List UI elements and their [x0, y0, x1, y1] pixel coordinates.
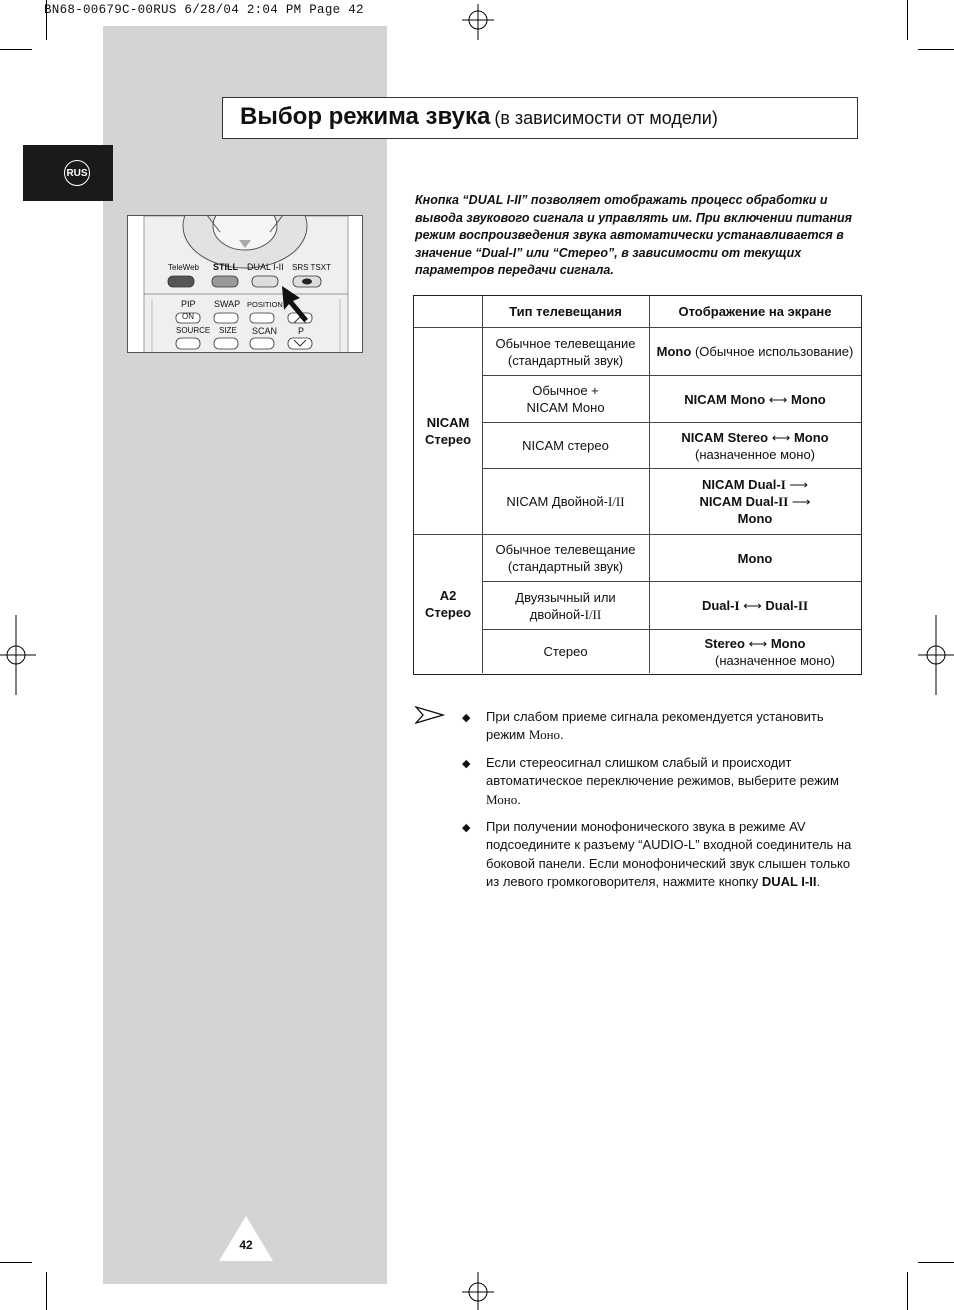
remote-label-source: SOURCE — [176, 326, 211, 335]
note-emphasis: Моно — [486, 791, 518, 807]
cell-line: Обычное телевещание — [495, 335, 636, 351]
crop-mark — [918, 49, 954, 50]
remote-label-teleweb: TeleWeb — [168, 263, 199, 272]
remote-label-p: P — [298, 326, 305, 336]
table-header-type: Тип телевещания — [509, 304, 622, 319]
display-value: NICAM Stereo — [681, 429, 769, 445]
title-box — [222, 97, 858, 139]
remote-label-size: SIZE — [219, 326, 237, 335]
table-cell-type — [482, 423, 649, 468]
display-value: Stereo — [704, 635, 745, 651]
group-label-line: NICAM — [426, 415, 470, 430]
crop-mark — [918, 1262, 954, 1263]
remote-label-swap: SWAP — [214, 299, 241, 309]
note-end: . — [816, 873, 821, 889]
double-arrow-icon: ⟷ — [743, 598, 762, 613]
note-item — [486, 754, 862, 809]
print-header: BN68-00679C-00RUS 6/28/04 2:04 PM Page 42 — [44, 3, 364, 17]
note-text: При слабом приеме сигнала рекомендуется установить режим — [486, 709, 824, 743]
cell-line: NICAM Моно — [526, 400, 605, 415]
display-note: (назначенное моно) — [714, 652, 835, 668]
note-end: . — [517, 791, 521, 807]
remote-label-still: STILL — [213, 262, 238, 272]
display-value: Mono — [793, 429, 829, 445]
group-label-nicam — [414, 328, 482, 534]
double-arrow-icon: ⟷ — [771, 429, 791, 445]
cell-line: (стандартный звук) — [507, 352, 624, 368]
remote-label-position: POSITION — [247, 300, 283, 309]
table-cell-display — [649, 630, 861, 673]
display-roman: II — [778, 494, 789, 509]
title-sub: (в зависимости от модели) — [494, 108, 718, 128]
note-arrow-icon — [415, 706, 445, 724]
display-value: NICAM Mono — [684, 391, 766, 407]
cell-line: Двуязычный или — [515, 589, 616, 605]
table-cell-display — [649, 423, 861, 468]
registration-mark — [458, 4, 498, 40]
cell-line: (стандартный звук) — [507, 559, 624, 574]
table-cell-display — [649, 582, 861, 629]
cell-line — [681, 429, 828, 446]
diamond-bullet-icon: ◆ — [462, 822, 471, 834]
display-value: Dual- — [701, 598, 735, 613]
cell-line: Обычное телевещание — [495, 542, 636, 557]
title-main: Выбор режима звука — [240, 103, 491, 130]
remote-label-srs: SRS TSXT — [292, 263, 331, 272]
display-value: Mono — [737, 511, 773, 526]
table-cell-display — [649, 469, 861, 534]
cell-line — [702, 476, 808, 493]
note-emphasis: Моно — [528, 727, 561, 743]
note-text: При получении монофонического звука в режиме AV подсоедините к разъему “AUDIO-L” входной соединитель на боковой панели. Если монофонический звук слышен только из левого громкоговорителя, нажмите кнопку — [486, 819, 852, 889]
display-roman: I — [734, 598, 740, 613]
table-cell-type — [482, 582, 649, 629]
display-note: (назначенное моно) — [694, 446, 815, 462]
page-title — [240, 103, 718, 131]
display-value: NICAM Dual- — [699, 494, 779, 509]
note-end: . — [560, 727, 564, 743]
sound-mode-table — [413, 295, 862, 675]
remote-control-illustration — [127, 215, 363, 353]
right-arrow-icon: ⟶ — [789, 477, 809, 492]
note-text: Если стереосигнал слишком слабый и происходит автоматическое переключение режимов, выберите режим — [486, 755, 839, 789]
display-roman: II — [797, 598, 809, 613]
cell-line — [704, 635, 805, 652]
note-item — [486, 818, 862, 891]
crop-mark — [907, 1272, 908, 1310]
registration-mark — [0, 615, 36, 695]
remote-label-on: ON — [182, 312, 194, 321]
display-value: Mono — [791, 391, 826, 407]
group-label-line: Стерео — [424, 432, 472, 447]
cell-line — [702, 597, 808, 614]
crop-mark — [907, 0, 908, 40]
group-label-line: A2 — [439, 588, 457, 603]
diamond-bullet-icon: ◆ — [462, 758, 471, 770]
table-cell-type — [482, 535, 649, 581]
table-cell-display — [649, 376, 861, 422]
cell-roman: I/II — [607, 494, 625, 509]
cell-line — [699, 493, 810, 510]
remote-drawing — [128, 216, 363, 353]
language-badge: RUS — [64, 160, 90, 186]
remote-label-pip: PIP — [181, 299, 196, 309]
cell-roman: I/II — [584, 606, 602, 622]
display-value: Mono — [656, 344, 692, 359]
table-header-display: Отображение на экране — [678, 304, 832, 319]
table-cell-type — [482, 328, 649, 375]
registration-mark — [458, 1272, 498, 1310]
remote-label-dual: DUAL I-II — [247, 262, 284, 272]
double-arrow-icon: ⟷ — [768, 391, 788, 407]
cell-line: Стерео — [543, 644, 588, 659]
cell-line — [657, 343, 854, 360]
cell-text: двойной- — [529, 606, 585, 622]
intro-paragraph: Кнопка “DUAL I-II” позволяет отображать процесс обработки и вывода звукового сигнала и управлять им. При включении питания режим воспроизведения звука автоматически устанавливается в значение “Dual-I” или “Стерео”, в зависимости от текущих параметров передачи сигнала. — [415, 193, 853, 277]
table-cell-display — [649, 328, 861, 375]
diamond-bullet-icon: ◆ — [462, 712, 471, 724]
table-cell-type — [482, 469, 649, 534]
display-roman: I — [780, 477, 786, 492]
page-number: 42 — [239, 1238, 253, 1252]
cell-line — [684, 391, 825, 408]
display-value: NICAM Dual- — [701, 477, 781, 492]
remote-label-scan: SCAN — [252, 326, 278, 336]
display-value: Mono — [770, 635, 806, 651]
crop-mark — [46, 1272, 47, 1310]
registration-mark — [918, 615, 954, 695]
double-arrow-icon: ⟷ — [748, 635, 768, 651]
note-emphasis: DUAL I-II — [761, 873, 817, 889]
display-value: Dual- — [765, 598, 798, 613]
cell-line — [530, 606, 601, 623]
display-value: Mono — [737, 550, 773, 566]
table-cell-type — [482, 630, 649, 673]
group-label-a2 — [414, 535, 482, 673]
cell-line: Обычное + — [532, 383, 599, 398]
table-cell-type — [482, 376, 649, 422]
table-cell-display — [649, 535, 861, 581]
display-note: (Обычное использование) — [694, 344, 854, 359]
note-item — [486, 708, 862, 745]
crop-mark — [0, 49, 32, 50]
crop-mark — [0, 1262, 32, 1263]
right-arrow-icon: ⟶ — [791, 494, 811, 509]
cell-text: NICAM Двойной- — [506, 494, 608, 509]
cell-line — [506, 493, 624, 510]
cell-line: NICAM стерео — [522, 438, 609, 453]
group-label-line: Стерео — [424, 605, 472, 620]
